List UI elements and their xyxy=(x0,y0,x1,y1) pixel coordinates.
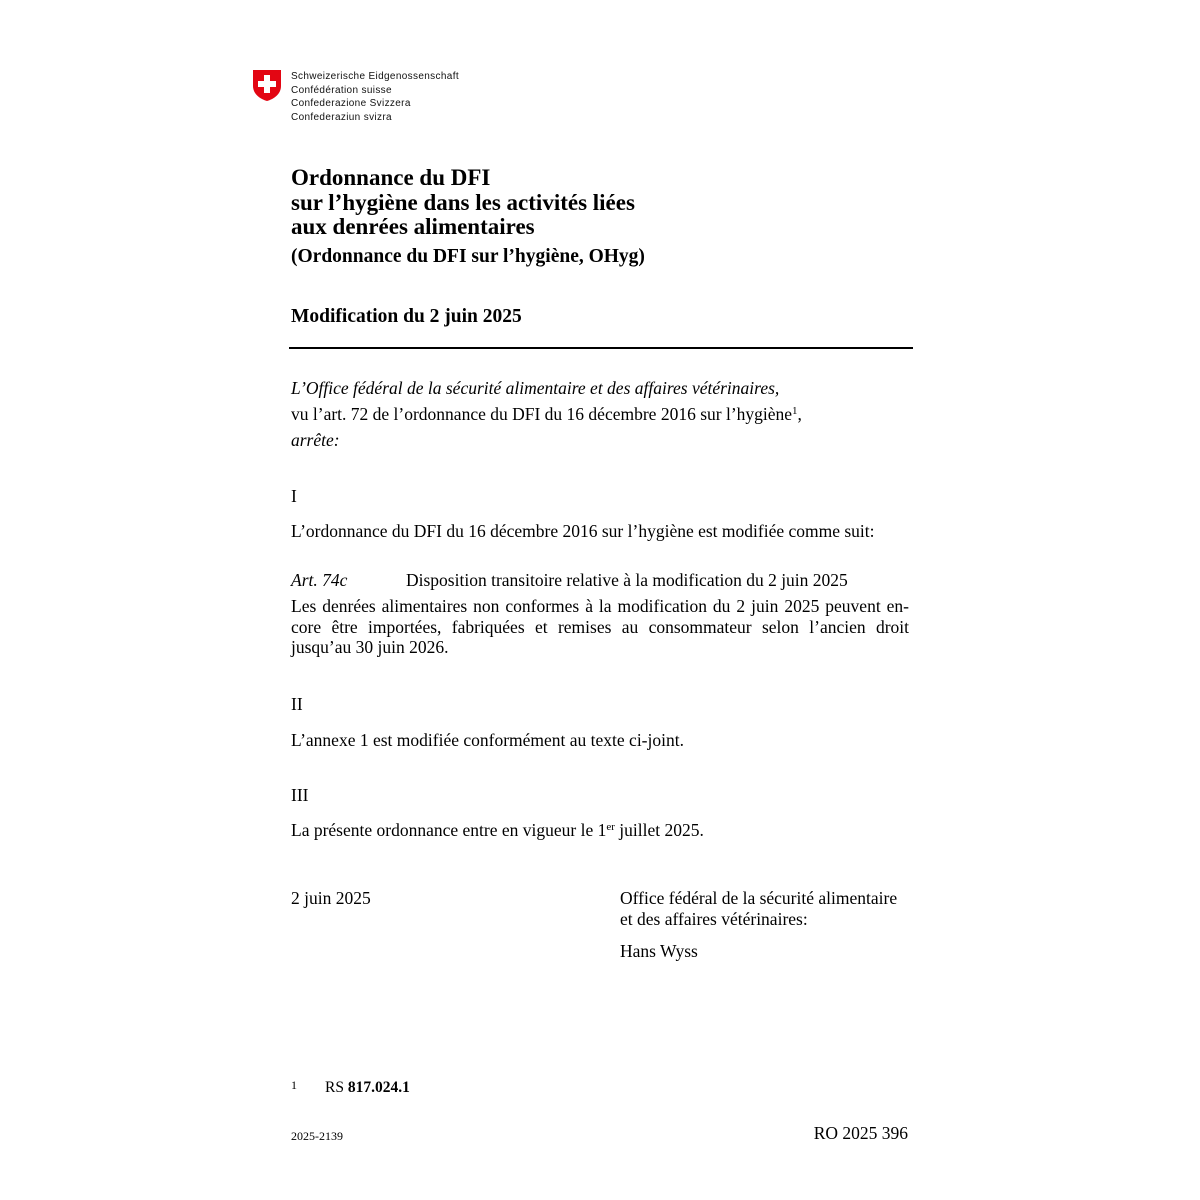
section-iii-text xyxy=(291,820,704,841)
preamble-authority: L’Office fédéral de la sécurité alimentaire et des affaires vétérinaires, xyxy=(291,378,780,398)
article-line: core être importées, fabriquées et remises au consommateur selon l’ancien droit xyxy=(291,616,909,637)
entry-into-force-date: juillet 2025. xyxy=(614,820,704,840)
legal-basis-end: , xyxy=(797,404,802,424)
legal-basis-text: vu l’art. 72 de l’ordonnance du DFI du 16 décembre 2016 sur l’hygiène xyxy=(291,404,793,424)
confederation-name-de: Schweizerische Eidgenossenschaft xyxy=(291,71,459,82)
footnote-number: 1 xyxy=(291,1078,297,1092)
footnote-text xyxy=(325,1079,410,1097)
article-number: Art. 74c xyxy=(291,570,348,590)
short-title: (Ordonnance du DFI sur l’hygiène, OHyg) xyxy=(291,246,645,267)
section-numeral-i: I xyxy=(291,486,297,506)
signatory-name: Hans Wyss xyxy=(620,941,698,961)
section-numeral-iii: III xyxy=(291,785,309,805)
official-compilation-reference: RO 2025 396 xyxy=(813,1123,908,1143)
preamble-legal-basis xyxy=(291,404,802,425)
article-line: jusqu’au 30 juin 2026. xyxy=(291,637,449,657)
entry-into-force-text: La présente ordonnance entre en vigueur le 1 xyxy=(291,820,607,840)
signing-office-line: et des affaires vétérinaires: xyxy=(620,909,808,929)
footnote-reference[interactable]: 1 xyxy=(792,405,798,417)
signing-office-line: Office fédéral de la sécurité alimentaire xyxy=(620,888,898,908)
swiss-coat-of-arms-icon xyxy=(252,69,282,102)
section-numeral-ii: II xyxy=(291,694,303,714)
confederation-names xyxy=(291,70,459,124)
article-title: Disposition transitoire relative à la modification du 2 juin 2025 xyxy=(406,570,848,590)
signature-date: 2 juin 2025 xyxy=(291,888,371,908)
section-ii-text: L’annexe 1 est modifiée conformément au texte ci-joint. xyxy=(291,730,684,750)
article-line: Les denrées alimentaires non conformes à la modification du 2 juin 2025 peuvent en- xyxy=(291,596,909,616)
ordinal-suffix: er xyxy=(606,821,615,833)
document-id: 2025-2139 xyxy=(291,1129,343,1143)
title-line: aux denrées alimentaires xyxy=(291,214,535,239)
section-i-intro: L’ordonnance du DFI du 16 décembre 2016 sur l’hygiène est modifiée comme suit: xyxy=(291,521,875,541)
title-line: Ordonnance du DFI xyxy=(291,165,491,190)
modification-date-heading: Modification du 2 juin 2025 xyxy=(291,306,522,327)
ordinance-title xyxy=(291,166,635,240)
title-line: sur l’hygiène dans les activités liées xyxy=(291,189,635,215)
confederation-name-rm: Confederaziun svizra xyxy=(291,111,392,123)
title-divider xyxy=(289,347,913,349)
footnote-prefix: RS xyxy=(325,1079,348,1096)
article-paragraph xyxy=(291,596,909,658)
confederation-name-it: Confederazione Svizzera xyxy=(291,98,411,110)
preamble-decides: arrête: xyxy=(291,430,340,450)
footnote-rs-reference[interactable]: 817.024.1 xyxy=(347,1079,410,1096)
confederation-name-fr: Confédération suisse xyxy=(291,84,392,96)
